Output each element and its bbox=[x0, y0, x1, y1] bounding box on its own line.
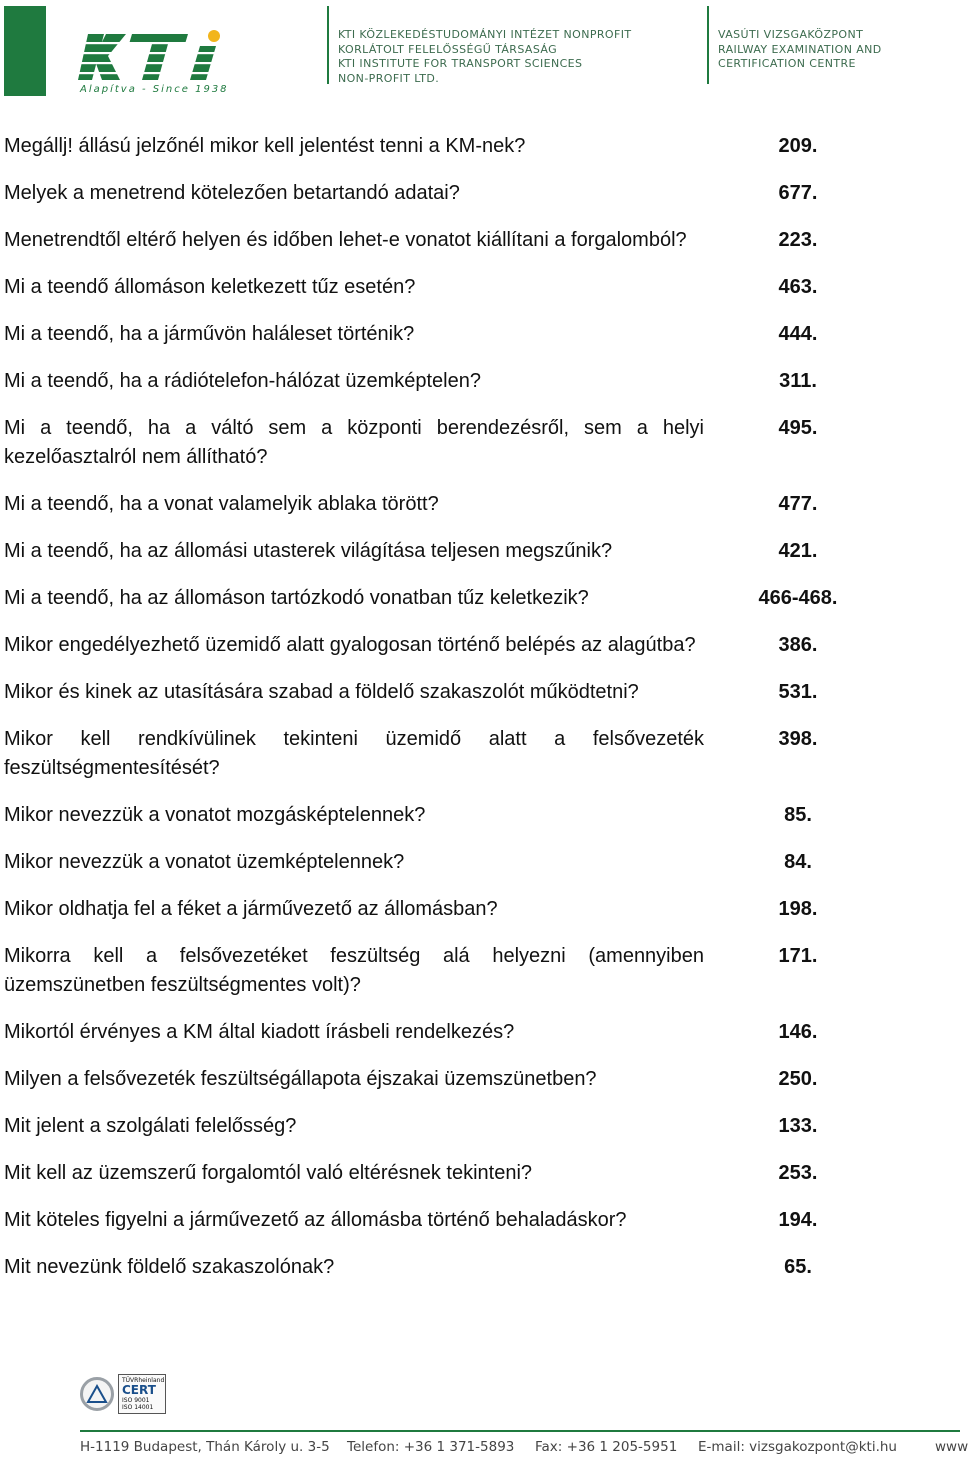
org-name bbox=[338, 28, 631, 86]
list-item bbox=[4, 1018, 944, 1047]
question-text: Mikor nevezzük a vonatot mozgásképtelennek? bbox=[4, 804, 426, 826]
question-text: Mi a teendő, ha az állomási utasterek világítása teljesen megszűnik? bbox=[4, 540, 613, 562]
footer-phone: Telefon: +36 1 371-5893 bbox=[347, 1439, 515, 1455]
question-text: Mikor kell rendkívülinek tekinteni üzemidő alatt a felsővezeték feszültségmentesítését? bbox=[4, 728, 704, 779]
question-text: Mi a teendő állomáson keletkezett tűz esetén? bbox=[4, 276, 416, 298]
list-item bbox=[4, 414, 944, 472]
list-item bbox=[4, 1253, 944, 1282]
reference-number: 463. bbox=[778, 276, 818, 298]
list-item bbox=[4, 1112, 944, 1141]
list-item bbox=[4, 490, 944, 519]
reference-number: 398. bbox=[778, 728, 818, 750]
list-item bbox=[4, 320, 944, 349]
list-item bbox=[4, 273, 944, 302]
reference-number: 444. bbox=[778, 323, 818, 345]
centre-line: RAILWAY EXAMINATION AND bbox=[718, 42, 882, 56]
list-item bbox=[4, 801, 944, 830]
question-text: Menetrendtől eltérő helyen és időben lehet-e vonatot kiállítani a forgalomból? bbox=[4, 229, 687, 251]
org-line: KTI KÖZLEKEDÉSTUDOMÁNYI INTÉZET NONPROFIT bbox=[338, 28, 632, 41]
question-text: Mi a teendő, ha az állomáson tartózkodó vonatban tűz keletkezik? bbox=[4, 587, 589, 609]
cert-label bbox=[118, 1374, 166, 1414]
footer-fax: Fax: +36 1 205-5951 bbox=[535, 1439, 678, 1455]
list-item bbox=[4, 537, 944, 566]
question-text: Mit köteles figyelni a járművezető az állomásba történő behaladáskor? bbox=[4, 1209, 627, 1231]
footer-address: H-1119 Budapest, Thán Károly u. 3-5 bbox=[80, 1439, 330, 1455]
list-item bbox=[4, 367, 944, 396]
org-line: KORLÁTOLT FELELŐSSÉGŰ TÁRSASÁG bbox=[338, 42, 558, 56]
cert-standard: ISO 14001 bbox=[122, 1404, 154, 1411]
reference-number: 477. bbox=[778, 493, 818, 515]
header-divider bbox=[327, 6, 329, 84]
cert-mark: CERT bbox=[122, 1383, 156, 1397]
question-text: Mikor és kinek az utasítására szabad a földelő szakaszolót működtetni? bbox=[4, 681, 639, 703]
certification-mark bbox=[80, 1374, 166, 1414]
reference-number: 253. bbox=[778, 1162, 818, 1184]
reference-number: 209. bbox=[778, 135, 818, 157]
list-item bbox=[4, 1159, 944, 1188]
founded-text: Alapítva - Since 1938 bbox=[80, 84, 229, 95]
cert-standard: ISO 9001 bbox=[122, 1397, 150, 1404]
question-text: Mi a teendő, ha a vonat valamelyik ablaka törött? bbox=[4, 493, 439, 515]
list-item bbox=[4, 725, 944, 783]
reference-number: 198. bbox=[778, 898, 818, 920]
list-item bbox=[4, 895, 944, 924]
question-text: Mikortól érvényes a KM által kiadott írásbeli rendelkezés? bbox=[4, 1021, 515, 1043]
reference-number: 84. bbox=[784, 851, 812, 873]
list-item bbox=[4, 226, 944, 255]
reference-number: 194. bbox=[778, 1209, 818, 1231]
centre-name bbox=[718, 28, 882, 72]
list-item bbox=[4, 132, 944, 161]
reference-number: 421. bbox=[778, 540, 818, 562]
reference-number: 495. bbox=[778, 417, 818, 439]
footer-divider bbox=[80, 1430, 960, 1432]
question-text: Mikor oldhatja fel a féket a járművezető az állomásban? bbox=[4, 898, 498, 920]
question-index-list bbox=[4, 132, 944, 1300]
question-text: Mit kell az üzemszerű forgalomtól való eltérésnek tekinteni? bbox=[4, 1162, 533, 1184]
brand-bar bbox=[4, 6, 46, 96]
reference-number: 223. bbox=[778, 229, 818, 251]
reference-number: 250. bbox=[778, 1068, 818, 1090]
page-header bbox=[0, 0, 960, 100]
page-footer bbox=[80, 1439, 968, 1461]
question-text: Mikor nevezzük a vonatot üzemképtelennek? bbox=[4, 851, 405, 873]
org-line: KTI INSTITUTE FOR TRANSPORT SCIENCES bbox=[338, 57, 583, 70]
list-item bbox=[4, 942, 944, 1000]
centre-line: VASÚTI VIZSGAKÖZPONT bbox=[718, 28, 864, 41]
reference-number: 531. bbox=[778, 681, 818, 703]
question-text: Mi a teendő, ha a váltó sem a központi berendezésről, sem a helyi kezelőasztalról nem állítható? bbox=[4, 417, 704, 468]
question-text: Melyek a menetrend kötelezően betartandó adatai? bbox=[4, 182, 460, 204]
question-text: Megállj! állású jelzőnél mikor kell jelentést tenni a KM-nek? bbox=[4, 135, 526, 157]
reference-number: 171. bbox=[778, 945, 818, 967]
reference-number: 386. bbox=[778, 634, 818, 656]
question-text: Milyen a felsővezeték feszültségállapota éjszakai üzemszünetben? bbox=[4, 1068, 597, 1090]
centre-line: CERTIFICATION CENTRE bbox=[718, 57, 856, 70]
question-text: Mit nevezünk földelő szakaszolónak? bbox=[4, 1256, 335, 1278]
header-divider bbox=[707, 6, 709, 84]
reference-number: 677. bbox=[778, 182, 818, 204]
question-text: Mit jelent a szolgálati felelősség? bbox=[4, 1115, 297, 1137]
question-text: Mi a teendő, ha a rádiótelefon-hálózat üzemképtelen? bbox=[4, 370, 481, 392]
reference-number: 311. bbox=[779, 370, 817, 392]
cert-issuer: TÜVRheinland bbox=[122, 1377, 165, 1384]
question-text: Mikorra kell a felsővezetéket feszültség alá helyezni (amennyiben üzemszünetben feszültségmentes volt)? bbox=[4, 945, 704, 996]
list-item bbox=[4, 848, 944, 877]
footer-email[interactable]: E-mail: vizsgakozpont@kti.hu bbox=[698, 1439, 897, 1455]
kti-logo-icon bbox=[78, 28, 228, 84]
footer-web[interactable]: www bbox=[935, 1439, 968, 1455]
reference-number: 133. bbox=[778, 1115, 818, 1137]
list-item bbox=[4, 584, 944, 613]
reference-number: 85. bbox=[784, 804, 812, 826]
list-item bbox=[4, 1206, 944, 1235]
list-item bbox=[4, 1065, 944, 1094]
reference-number: 146. bbox=[778, 1021, 818, 1043]
org-line: NON-PROFIT LTD. bbox=[338, 71, 440, 85]
list-item bbox=[4, 631, 944, 660]
reference-number: 466-468. bbox=[758, 587, 838, 609]
cert-seal-icon bbox=[80, 1377, 114, 1411]
list-item bbox=[4, 678, 944, 707]
reference-number: 65. bbox=[784, 1256, 812, 1278]
list-item bbox=[4, 179, 944, 208]
question-text: Mi a teendő, ha a járművön haláleset történik? bbox=[4, 323, 415, 345]
question-text: Mikor engedélyezhető üzemidő alatt gyalogosan történő belépés az alagútba? bbox=[4, 634, 696, 656]
